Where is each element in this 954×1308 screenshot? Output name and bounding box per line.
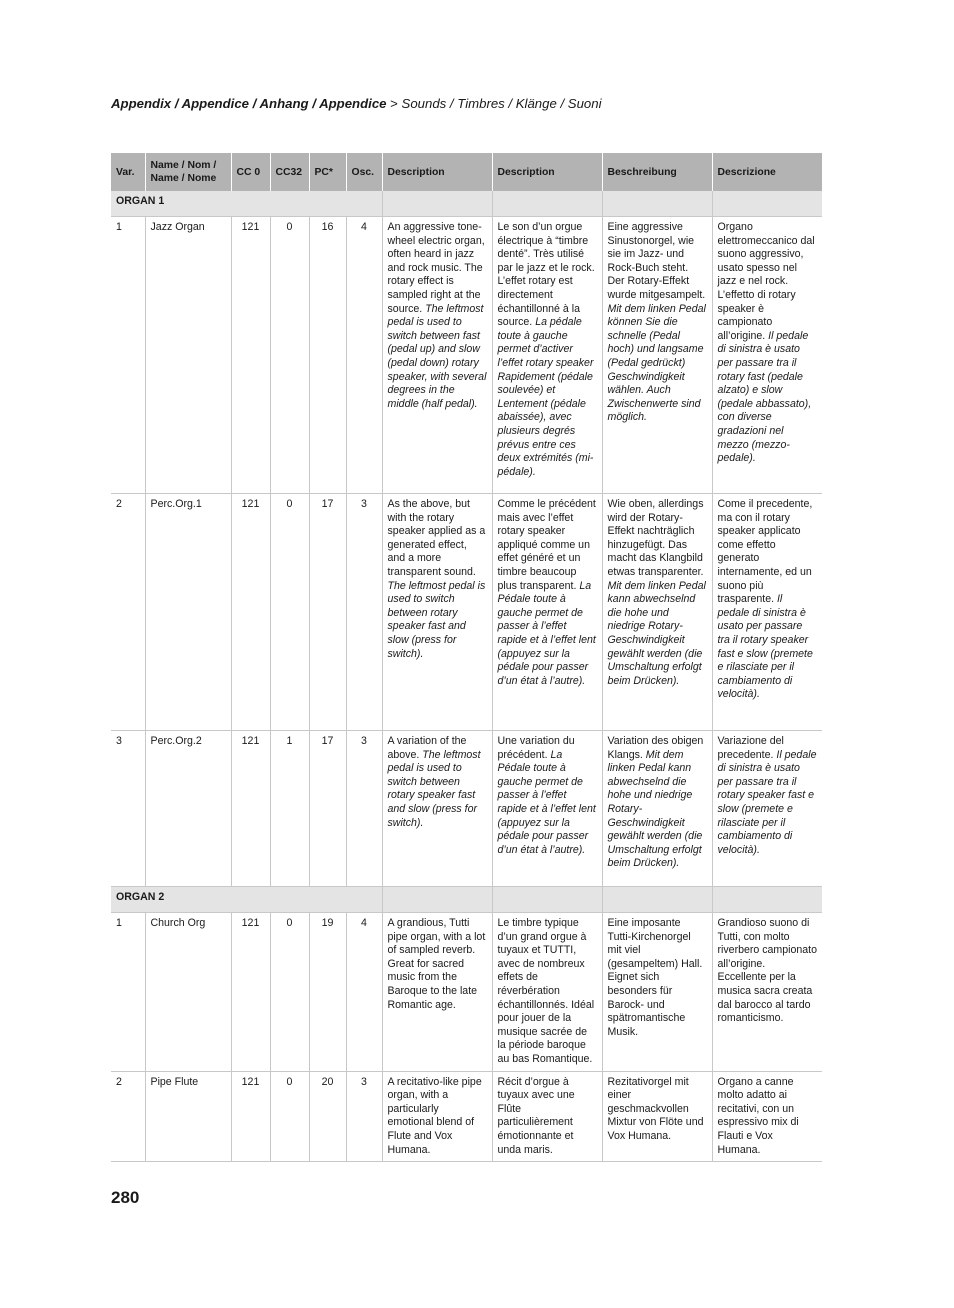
desc-text: Grandioso suono di Tutti, con molto riverbero campionato all’origine. Eccellente per la musica sacra creata dal barocco al tardo romanticismo. (717, 917, 818, 1025)
desc-pedal-note: Mit dem linken Pedal kann abwechselnd die hohe und niedrige Rotary-Geschwindigkeit gewählt werden (die Umschaltung erfolgt beim Drücken). (607, 579, 706, 687)
table-row (111, 1071, 822, 1162)
col-cc32: CC32 (270, 153, 309, 191)
cell-name: Pipe Flute (145, 1071, 231, 1162)
cell-pc: 17 (309, 494, 346, 731)
cell-desc-de (602, 731, 712, 887)
cell-desc-en (382, 494, 492, 731)
desc-pedal-note: The leftmost pedal is used to switch between rotary speaker fast and slow (press for switch). (387, 748, 481, 829)
cell-desc-en (382, 217, 492, 494)
desc-pedal-note: The leftmost pedal is used to switch between fast (pedal up) and slow (pedal down) rotary speaker, with several degrees in the middle (half pedal). (387, 302, 487, 410)
table-row (111, 217, 822, 494)
col-var: Var. (111, 153, 145, 191)
cell-cc32: 0 (270, 217, 309, 494)
cell-cc0: 121 (231, 731, 270, 887)
desc-text: Variazione del precedente. (717, 735, 784, 761)
cell-cc0: 121 (231, 217, 270, 494)
desc-text: As the above, but with the rotary speaker applied as a generated effect, and a more transparent sound. (387, 498, 486, 578)
cell-desc-fr (492, 217, 602, 494)
col-cc0: CC 0 (231, 153, 270, 191)
cell-desc-de (602, 1071, 712, 1162)
header-separator: > (386, 96, 402, 111)
cell-desc-fr (492, 731, 602, 887)
desc-pedal-note: Mit dem linken Pedal kann abwechselnd die hohe und niedrige Rotary-Geschwindigkeit gewählt werden (die Umschaltung erfolgt beim Drücken). (607, 748, 703, 870)
cell-cc0: 121 (231, 1071, 270, 1162)
cell-osc: 3 (346, 494, 382, 731)
cell-osc: 4 (346, 217, 382, 494)
desc-text: Récit d’orgue à tuyaux avec une Flûte particulièrement émotionnante et unda maris. (497, 1075, 575, 1156)
section-title: ORGAN 1 (111, 191, 382, 217)
col-desc-en: Description (382, 153, 492, 191)
desc-text: Eine aggressive Sinustonorgel, wie sie im Jazz- und Rock-Buch steht. Der Rotary-Effekt wurde mitgesampelt. (607, 221, 706, 301)
cell-name: Church Org (145, 913, 231, 1072)
desc-text: A variation of the above. (387, 735, 467, 761)
col-name-line2: Name / Nome (150, 173, 217, 184)
col-pc: PC* (309, 153, 346, 191)
cell-desc-de (602, 494, 712, 731)
cell-desc-en (382, 1071, 492, 1162)
cell-desc-fr (492, 1071, 602, 1162)
desc-text: Organo a canne molto adatto ai recitativi, con un espressivo mix di Flauti e Vox Humana. (717, 1075, 799, 1156)
cell-desc-en (382, 731, 492, 887)
cell-desc-de (602, 913, 712, 1072)
desc-text: Variation des obigen Klangs. (607, 735, 704, 761)
desc-pedal-note: Mit dem linken Pedal können Sie die schnelle (Pedal hoch) und langsame (Pedal gedrückt) Geschwindigkeit wählen. Auch Zwischenwerte sind möglich. (607, 302, 706, 424)
desc-pedal-note: Il pedale di sinistra è usato per passare tra il rotary fast (pedale alzato) e slow (pedale abbassato), con diverse gradazioni nel mezzo (mezzo-pedale). (717, 329, 812, 465)
col-name-line1: Name / Nom / (150, 160, 217, 171)
desc-pedal-note: Il pedale di sinistra è usato per passare tra il rotary speaker fast e slow (premete e rilasciate per il cambiamento di velocità). (717, 593, 813, 701)
desc-pedal-note: The leftmost pedal is used to switch between rotary speaker fast and slow (press for switch). (387, 579, 486, 660)
cell-name: Perc.Org.1 (145, 494, 231, 731)
table-row (111, 913, 822, 1072)
desc-text: Le timbre typique d’un grand orgue à tuyaux et TUTTI, avec de nombreux effets de réverbération échantillonnés. Idéal pour jouer de la musique sacrée de la période baroque au bas Romantique. (497, 917, 595, 1065)
desc-text: A grandious, Tutti pipe organ, with a lot of sampled reverb. Great for sacred music from the Baroque to the late Romantic age. (387, 917, 486, 1011)
cell-desc-it (712, 217, 822, 494)
col-name (145, 153, 231, 191)
cell-cc0: 121 (231, 913, 270, 1072)
desc-text: Rezitativorgel mit einer geschmackvollen Mixtur von Flöte und Vox Humana. (607, 1075, 704, 1142)
cell-desc-it (712, 731, 822, 887)
cell-osc: 4 (346, 913, 382, 1072)
cell-var: 1 (111, 217, 145, 494)
cell-var: 3 (111, 731, 145, 887)
running-header (111, 96, 602, 111)
col-desc-de: Beschreibung (602, 153, 712, 191)
sounds-table (111, 153, 822, 1162)
cell-osc: 3 (346, 1071, 382, 1162)
cell-osc: 3 (346, 731, 382, 887)
cell-pc: 16 (309, 217, 346, 494)
section-row-organ-1 (111, 191, 822, 217)
cell-cc0: 121 (231, 494, 270, 731)
desc-pedal-note: La Pédale toute à gauche permet de passer à l’effet rapide et à l’effet lent (appuyez sur la pédale pour passer d’un état à l’autre). (497, 579, 596, 687)
page-number: 280 (111, 1188, 140, 1207)
header-sounds: Sounds / Timbres / Klänge / Suoni (401, 96, 602, 111)
cell-cc32: 0 (270, 1071, 309, 1162)
cell-pc: 19 (309, 913, 346, 1072)
cell-var: 1 (111, 913, 145, 1072)
desc-text: Eine imposante Tutti-Kirchenorgel mit viel (gesampeltem) Hall. Eignet sich besonders für Barock- und spätromantische Musik. (607, 917, 703, 1038)
header-appendix: Appendix / Appendice / Anhang / Appendice (111, 96, 387, 111)
desc-text: Le son d’un orgue électrique à “timbre denté”. Très utilisé par le jazz et le rock. L’effet rotary est directement échantillonné à la source. (497, 221, 595, 329)
desc-text: Comme le précédent mais avec l’effet rotary speaker appliqué comme un effet généré et un timbre beaucoup plus transparent. (497, 498, 596, 592)
desc-text: Wie oben, allerdings wird der Rotary-Effekt nachträglich hinzugefügt. Das macht das Klangbild etwas transparenter. (607, 498, 704, 578)
table-row (111, 731, 822, 887)
cell-name: Jazz Organ (145, 217, 231, 494)
cell-cc32: 0 (270, 494, 309, 731)
col-osc: Osc. (346, 153, 382, 191)
table-header-row (111, 153, 822, 191)
cell-pc: 17 (309, 731, 346, 887)
cell-cc32: 0 (270, 913, 309, 1072)
desc-text: Une variation du précédent. (497, 735, 575, 761)
section-title: ORGAN 2 (111, 887, 382, 913)
section-row-organ-2 (111, 887, 822, 913)
cell-var: 2 (111, 494, 145, 731)
cell-desc-it (712, 1071, 822, 1162)
col-desc-it: Descrizione (712, 153, 822, 191)
desc-text: Come il precedente, ma con il rotary speaker applicato come effetto generato internamente, ed un suono più trasparente. (717, 498, 813, 606)
desc-text: Organo elettromeccanico dal suono aggressivo, usato spesso nel jazz e nel rock. L’effetto di rotary speaker è campionato all’origine. (717, 221, 815, 342)
desc-text: An aggressive tone-wheel electric organ, often heard in jazz and rock music. The rotary effect is sampled right at the source. (387, 221, 485, 315)
cell-var: 2 (111, 1071, 145, 1162)
desc-pedal-note: La Pédale toute à gauche permet de passer à l’effet rapide et à l’effet lent (appuyez sur la pédale pour passer d’un état à l’autre). (497, 748, 596, 856)
cell-pc: 20 (309, 1071, 346, 1162)
col-desc-fr: Description (492, 153, 602, 191)
cell-desc-fr (492, 913, 602, 1072)
cell-name: Perc.Org.2 (145, 731, 231, 887)
desc-pedal-note: Il pedale di sinistra è usato per passare tra il rotary speaker fast e slow (premete e rilasciate per il cambiamento di velocità). (717, 748, 817, 856)
cell-desc-en (382, 913, 492, 1072)
desc-pedal-note: La pédale toute à gauche permet d’activer l’effet rotary speaker Rapidement (pédale soulevée) et Lentement (pédale abaissée), avec plusieurs degrés prévus entre ces deux extrémités (mi-pédale). (497, 316, 594, 478)
cell-desc-it (712, 913, 822, 1072)
cell-cc32: 1 (270, 731, 309, 887)
desc-text: A recitativo-like pipe organ, with a particularly emotional blend of Flute and Vox Humana. (387, 1075, 482, 1156)
cell-desc-de (602, 217, 712, 494)
table-row (111, 494, 822, 731)
cell-desc-it (712, 494, 822, 731)
cell-desc-fr (492, 494, 602, 731)
